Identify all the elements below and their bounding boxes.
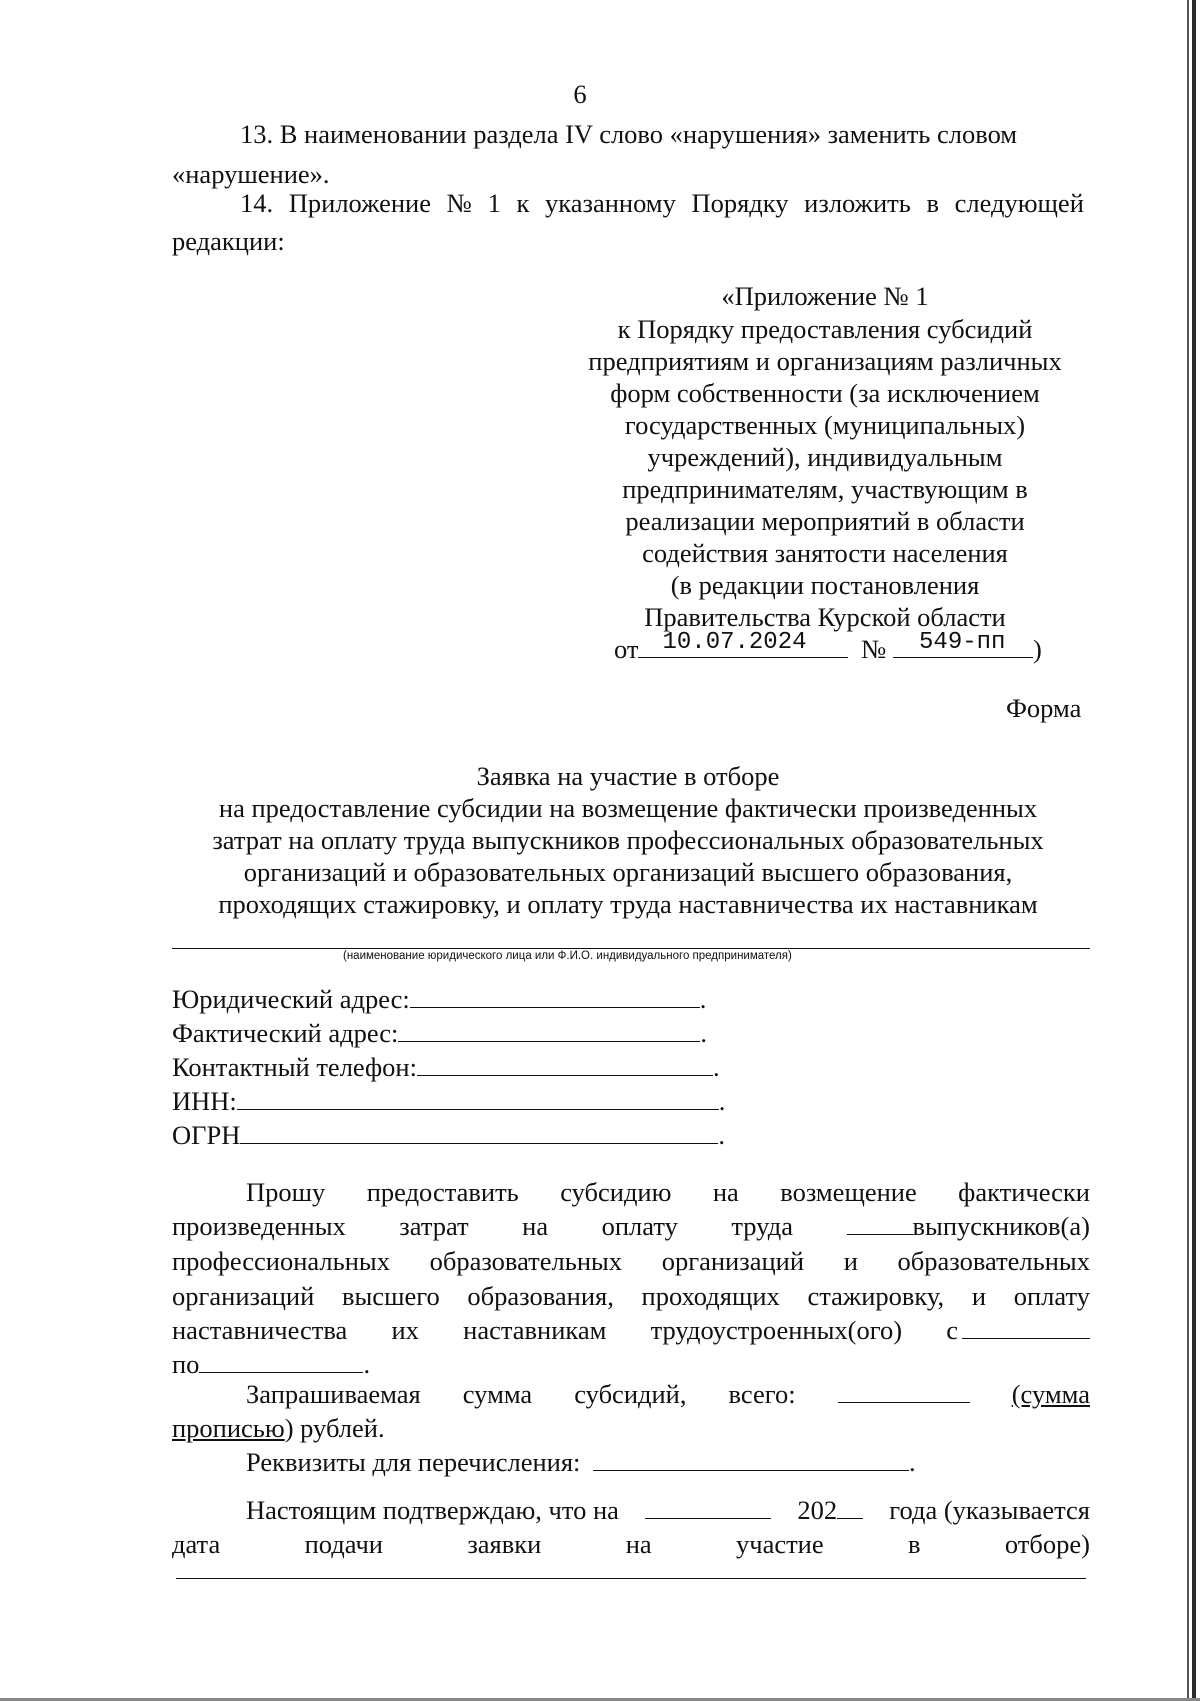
form-label: Форма <box>1006 693 1082 723</box>
confirm-line-1 <box>246 1494 1090 1526</box>
page-edge-line <box>1187 0 1189 1701</box>
appendix-line: форм собственности (за исключением <box>610 378 1040 408</box>
ogrn-input[interactable] <box>240 1118 718 1144</box>
from-date-input[interactable] <box>962 1314 1090 1339</box>
title-line: на предоставление субсидии на возмещение фактически произведенных <box>218 793 1038 823</box>
item-13-line-2: «нарушение». <box>172 159 330 189</box>
word: организаций <box>172 1281 315 1311</box>
confirm-line-2 <box>172 1528 1090 1560</box>
number-prefix: № <box>861 634 887 664</box>
date-underline <box>638 629 848 658</box>
word: и <box>971 1281 987 1311</box>
item-14-line-2: редакции: <box>172 226 285 256</box>
inn-input[interactable] <box>237 1084 719 1110</box>
request-line-2 <box>172 1210 1090 1242</box>
appendix-date-line <box>614 629 1042 665</box>
appendix-line: Правительства Курской области <box>644 602 1006 632</box>
ogrn-field <box>172 1118 725 1151</box>
requisites-label: Реквизиты для перечисления: <box>246 1447 581 1477</box>
legal-address-label: Юридический адрес: <box>172 984 410 1014</box>
field-terminator: . <box>718 1086 726 1116</box>
word: их <box>391 1315 419 1345</box>
word: заявки <box>467 1529 542 1559</box>
applicant-name-caption: (наименование юридического лица или Ф.И.О. индивидуального предпринимателя) <box>343 950 792 962</box>
amount-line-2 <box>172 1412 385 1444</box>
word: 202 <box>797 1495 838 1525</box>
appendix-line: государственных (муниципальных) <box>624 410 1026 440</box>
field-terminator: . <box>699 984 707 1014</box>
page-number: 6 <box>573 79 587 109</box>
word: на <box>625 1529 652 1559</box>
word: по <box>172 1349 200 1379</box>
field-terminator: . <box>718 1120 725 1150</box>
word: 14. <box>240 188 274 218</box>
word: в <box>926 188 939 218</box>
graduates-count-group <box>847 1210 1090 1242</box>
word: образования, <box>467 1281 614 1311</box>
word: прописью <box>172 1413 285 1443</box>
request-line-4 <box>172 1280 1090 1312</box>
appendix-line: реализации мероприятий в области <box>625 506 1025 536</box>
request-line-3 <box>172 1245 1090 1277</box>
actual-address-input[interactable] <box>398 1016 700 1042</box>
word: участие <box>736 1529 824 1559</box>
word: профессиональных <box>172 1246 390 1276</box>
word: на <box>712 1177 739 1207</box>
word: субсидий, <box>574 1379 687 1409</box>
confirm-blank-line[interactable] <box>176 1578 1086 1579</box>
date-prefix: от <box>614 634 639 664</box>
word: высшего <box>341 1281 440 1311</box>
word: оплату <box>601 1211 678 1241</box>
field-terminator: . <box>700 1018 708 1048</box>
word: с <box>946 1315 958 1345</box>
word: выпускников(а) <box>912 1211 1090 1241</box>
word: подачи <box>304 1529 383 1559</box>
word: (сумма <box>1011 1379 1090 1409</box>
closing-paren: ) <box>1033 634 1042 664</box>
word: № <box>446 188 472 218</box>
word: организаций <box>661 1246 805 1276</box>
word: Настоящим подтверждаю, что на <box>246 1495 619 1525</box>
word: к <box>516 188 530 218</box>
word: наставничества <box>172 1315 348 1345</box>
appendix-line: предпринимателям, участвующим в <box>622 474 1028 504</box>
requisites-input[interactable] <box>593 1446 909 1471</box>
word: ) рублей. <box>284 1413 385 1443</box>
word: возмещение <box>780 1177 917 1207</box>
actual-address-field <box>172 1016 707 1049</box>
inn-label: ИНН: <box>172 1086 237 1116</box>
decree-number: 549-пп <box>919 629 1006 656</box>
item-14-line-1 <box>240 187 1084 219</box>
graduates-count-input[interactable] <box>847 1210 913 1235</box>
word: труда <box>731 1211 793 1241</box>
phone-label: Контактный телефон: <box>172 1052 417 1082</box>
word: 1 <box>487 188 501 218</box>
word: произведенных <box>172 1211 346 1241</box>
legal-address-input[interactable] <box>410 982 700 1008</box>
word: субсидию <box>560 1177 672 1207</box>
to-date-input[interactable] <box>199 1348 363 1373</box>
title-line: проходящих стажировку, и оплату труда наставничества их наставникам <box>218 889 1038 919</box>
word: года (указывается <box>889 1495 1090 1525</box>
year-suffix-input[interactable] <box>837 1494 863 1519</box>
word: дата <box>172 1529 221 1559</box>
amount-input[interactable] <box>838 1378 970 1403</box>
word: и <box>843 1246 858 1276</box>
from-date-group <box>946 1314 1090 1346</box>
word: Приложение <box>288 188 431 218</box>
appendix-line: содействия занятости населения <box>642 538 1008 568</box>
request-line-5 <box>172 1314 1090 1346</box>
amount-line-1 <box>246 1378 1090 1410</box>
confirm-date-input[interactable] <box>645 1494 771 1519</box>
number-underline <box>893 629 1033 658</box>
appendix-line: к Порядку предоставления субсидий <box>617 314 1033 344</box>
word: следующей <box>954 188 1084 218</box>
word: оплату <box>1013 1281 1090 1311</box>
word: на <box>522 1211 549 1241</box>
legal-address-field <box>172 982 706 1015</box>
phone-field <box>172 1050 720 1083</box>
appendix-line: «Приложение № 1 <box>721 281 929 311</box>
word: в <box>908 1529 921 1559</box>
appendix-line: учреждений), индивидуальным <box>647 442 1003 472</box>
field-terminator: . <box>712 1052 720 1082</box>
word: Порядку <box>691 188 789 218</box>
requisites-line <box>246 1446 916 1478</box>
title-line: организаций и образовательных организаций высшего образования, <box>243 857 1013 887</box>
word: фактически <box>958 1177 1090 1207</box>
actual-address-label: Фактический адрес: <box>172 1018 399 1048</box>
request-line-6 <box>172 1348 370 1380</box>
word: Прошу <box>246 1177 326 1207</box>
title-line: Заявка на участие в отборе <box>476 761 780 791</box>
word: . <box>909 1447 916 1477</box>
phone-input[interactable] <box>417 1050 713 1076</box>
word: образовательных <box>429 1246 623 1276</box>
word: указанному <box>544 188 676 218</box>
ogrn-label: ОГРН <box>172 1120 241 1150</box>
appendix-line: предприятиям и организациям различных <box>588 346 1062 376</box>
word: изложить <box>804 188 911 218</box>
item-13-line-1: 13. В наименовании раздела IV слово «нарушения» заменить словом <box>240 119 1018 149</box>
word: наставникам <box>463 1315 607 1345</box>
inn-field <box>172 1084 725 1117</box>
word: проходящих <box>641 1281 780 1311</box>
word: трудоустроенных(ого) <box>650 1315 903 1345</box>
year-group <box>797 1494 863 1526</box>
word: затрат <box>399 1211 469 1241</box>
word: Запрашиваемая <box>246 1379 421 1409</box>
word: образовательных <box>897 1246 1090 1276</box>
decree-date: 10.07.2024 <box>662 629 807 656</box>
word: сумма <box>462 1379 533 1409</box>
title-line: затрат на оплату труда выпускников профессиональных образовательных <box>212 825 1044 855</box>
page-edge-shadow <box>1192 0 1196 1701</box>
word: стажировку, <box>807 1281 945 1311</box>
request-line-1 <box>246 1176 1090 1208</box>
word: всего: <box>728 1379 796 1409</box>
word: предоставить <box>366 1177 519 1207</box>
word: отборе) <box>1004 1529 1090 1559</box>
appendix-line: (в редакции постановления <box>670 570 980 600</box>
word: . <box>363 1349 371 1379</box>
